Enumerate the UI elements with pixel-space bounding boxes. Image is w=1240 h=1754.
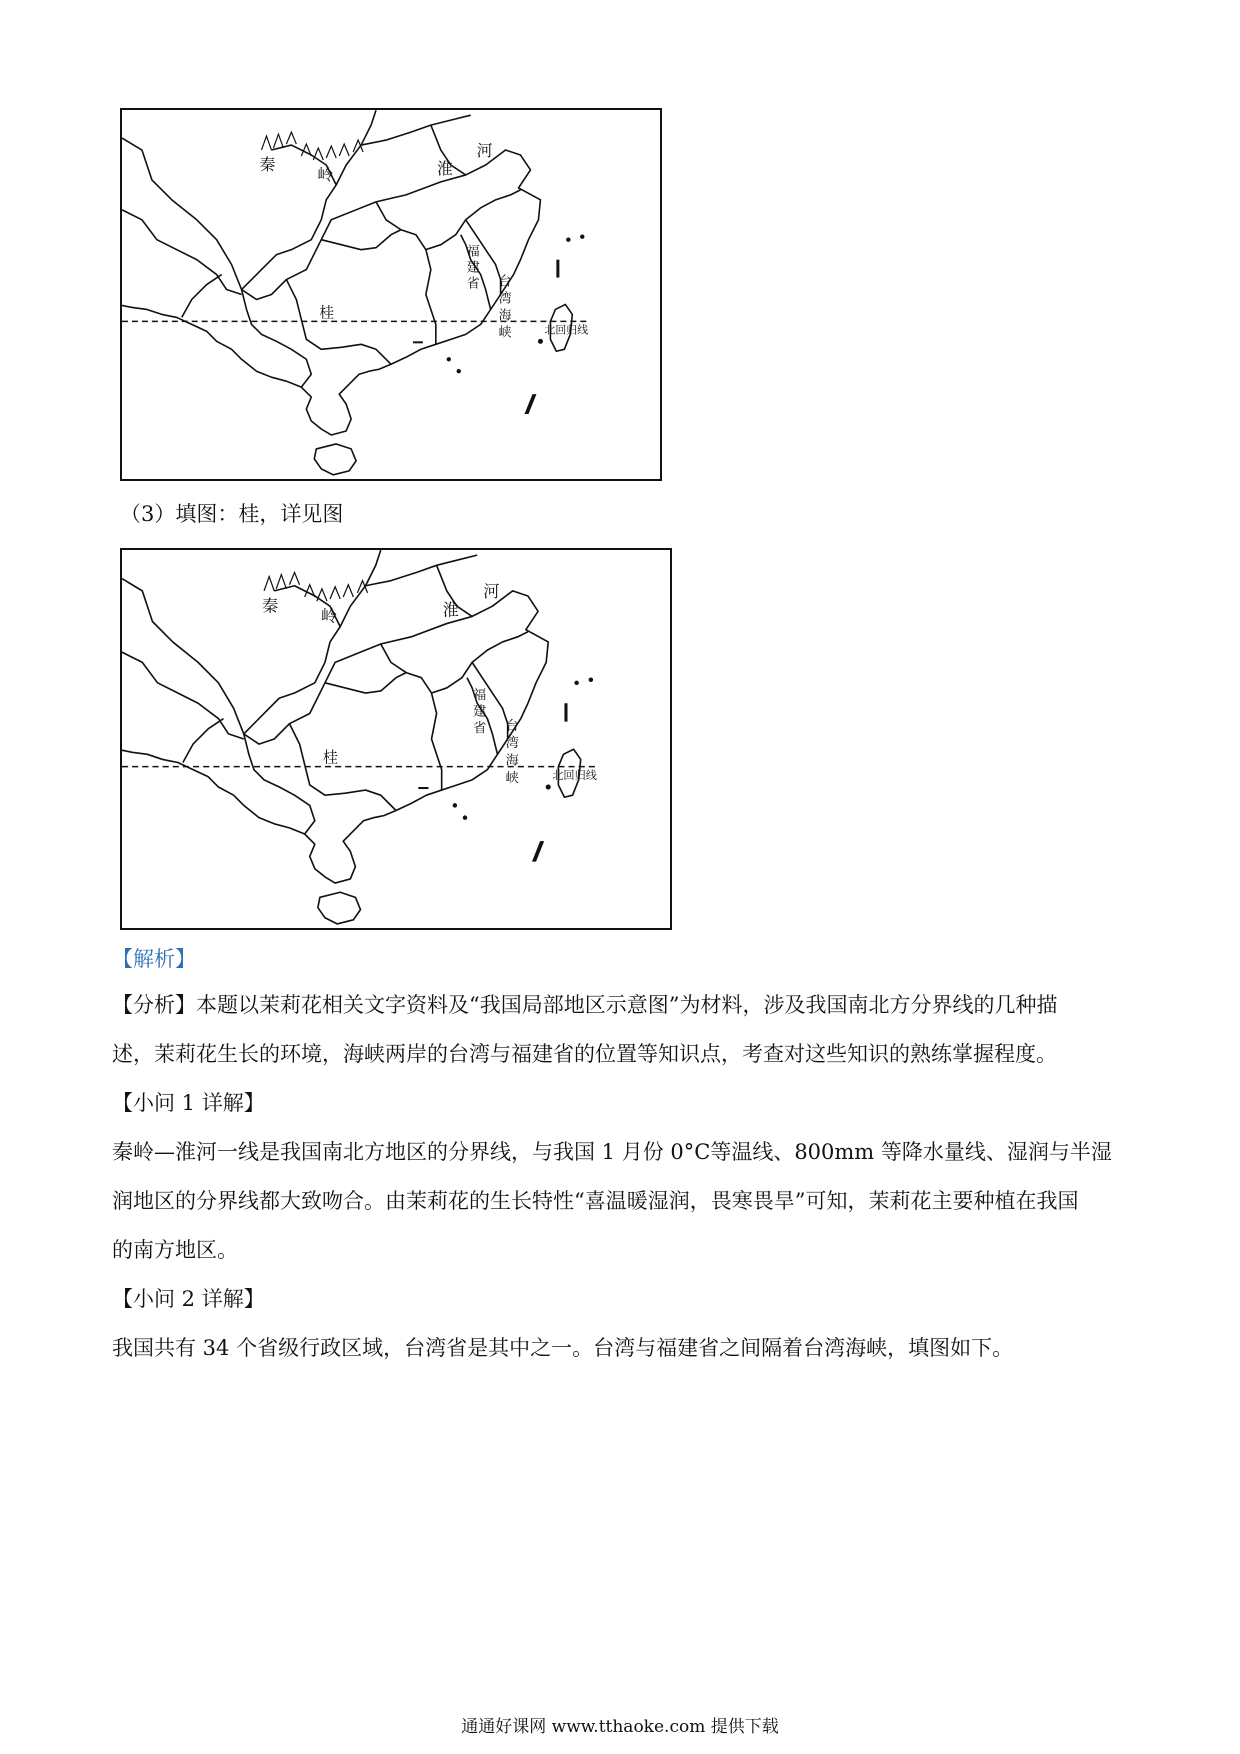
region-map-1 (122, 110, 660, 479)
map1-label-tropic: 北回归线 (544, 323, 589, 337)
region-map-2 (122, 550, 670, 928)
q2-line-1: 我国共有 34 个省级行政区域，台湾省是其中之一。台湾与福建省之间隔着台湾海峡，填图如下。 (112, 1336, 1014, 1360)
q1-line-1: 秦岭—淮河一线是我国南北方地区的分界线，与我国 1 月份 0°C等温线、800mm 等降水量线、湿润与半湿 (112, 1140, 1112, 1164)
map2-label-huai: 淮 (442, 600, 459, 620)
map1-label-gui: 桂 (319, 303, 335, 322)
map2-label-tropic: 北回归线 (552, 768, 597, 782)
q1-line-3: 的南方地区。 (112, 1238, 238, 1262)
map2-label-fujian-1: 福 (473, 688, 487, 704)
q1-heading: 【小问 1 详解】 (112, 1091, 265, 1115)
map1-label-huai: 淮 (436, 158, 453, 178)
map1-label-strait-1: 台 (498, 274, 512, 290)
map-figure-1 (120, 108, 662, 481)
map1-label-he: 河 (476, 141, 493, 161)
analysis-line-1: 【分析】本题以茉莉花相关文字资料及“我国局部地区示意图”为材料，涉及我国南北方分界线的几种描 (112, 993, 1058, 1017)
map1-label-strait-4: 峡 (498, 325, 512, 341)
caption-3: （3）填图：桂，详见图 (120, 502, 344, 526)
map1-label-qin: 秦 (259, 154, 276, 174)
map2-label-strait-1: 台 (505, 718, 519, 734)
q2-heading: 【小问 2 详解】 (112, 1287, 265, 1311)
map1-label-fujian-2: 建 (466, 260, 480, 276)
map1-label-strait-3: 海 (498, 308, 512, 324)
map2-label-fujian-2: 建 (473, 704, 487, 720)
page-footer: 通通好课网 www.tthaoke.com 提供下载 (461, 1717, 779, 1737)
q1-line-2: 润地区的分界线都大致吻合。由茉莉花的生长特性“喜温暖湿润，畏寒畏旱”可知，茉莉花主要种植在我国 (112, 1189, 1079, 1213)
map2-label-strait-2: 湾 (505, 736, 519, 752)
map2-label-fujian-3: 省 (473, 720, 487, 736)
map2-label-strait-3: 海 (505, 753, 519, 769)
map2-label-qin: 秦 (262, 596, 279, 616)
map1-label-fujian-1: 福 (466, 244, 480, 260)
map2-label-he: 河 (483, 581, 500, 602)
map-figure-2 (120, 548, 672, 930)
map1-label-ling: 岭 (317, 164, 334, 184)
map2-label-strait-4: 峡 (505, 770, 519, 786)
map2-label-gui: 桂 (322, 748, 339, 767)
map2-label-ling: 岭 (320, 606, 338, 626)
analysis-line-2: 述，茉莉花生长的环境，海峡两岸的台湾与福建省的位置等知识点，考查对这些知识的熟练掌握程度。 (112, 1042, 1057, 1066)
map1-label-fujian-3: 省 (466, 276, 480, 292)
map1-label-strait-2: 湾 (498, 291, 512, 307)
section-jiexi: 【解析】 (112, 947, 196, 971)
